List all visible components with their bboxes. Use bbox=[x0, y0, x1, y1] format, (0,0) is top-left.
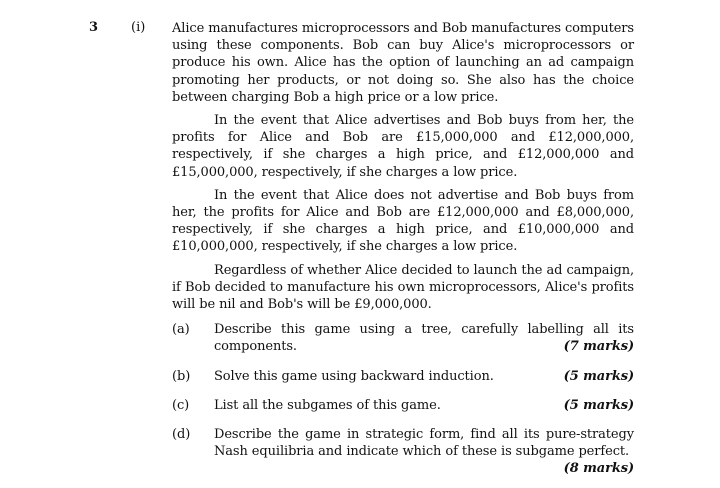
subpart-question: Describe this game using a tree, carefully labelling all its components. bbox=[214, 322, 634, 355]
subpart-marks: (8 marks) bbox=[563, 461, 634, 477]
intro-paragraph: Alice manufactures microprocessors and Bob manufactures computers using these components. Bob can buy Alice's microprocessors or produce his own. Alice has the option of launching an ad campaign promoting her products, or not doing so. She also has the choice between charging Bob a high price or a low price. bbox=[172, 21, 634, 105]
subpart-question: Describe the game in strategic form, find all its pure-strategy Nash equilibria and indicate which of these is subgame perfect. bbox=[214, 427, 634, 460]
subpart-text bbox=[214, 426, 634, 478]
subpart-label: (d) bbox=[172, 427, 191, 443]
subpart-question: Solve this game using backward induction. bbox=[214, 368, 494, 384]
subpart-label: (c) bbox=[172, 397, 190, 413]
manufacture-own-paragraph: Regardless of whether Alice decided to launch the ad campaign, if Bob decided to manufacture his own microprocessors, Alice's profits will be nil and Bob's will be £9,000,000. bbox=[172, 262, 634, 313]
subpart-text bbox=[214, 321, 634, 355]
subpart-label: (b) bbox=[172, 368, 191, 384]
subpart-text bbox=[214, 368, 634, 385]
no-advertise-paragraph: In the event that Alice does not advertise and Bob buys from her, the profits for Alice and Bob are £12,000,000 and £8,000,000, respectively, if she charges a high price, and £10,000,000 and £10,000,000, respectively, if she charges a low price. bbox=[172, 187, 634, 255]
question-number: 3 bbox=[89, 20, 99, 35]
question-body bbox=[172, 20, 634, 478]
subpart-label: (a) bbox=[172, 322, 190, 338]
subpart-marks: (5 marks) bbox=[563, 397, 634, 413]
subpart-a bbox=[172, 321, 634, 355]
subpart-text bbox=[214, 397, 634, 414]
subpart-marks: (5 marks) bbox=[563, 368, 634, 384]
subpart-d bbox=[172, 426, 634, 478]
subpart-marks: (7 marks) bbox=[563, 339, 634, 355]
subpart-c bbox=[172, 397, 634, 414]
subpart-b bbox=[172, 368, 634, 385]
subpart-question: List all the subgames of this game. bbox=[214, 397, 441, 413]
part-label: (i) bbox=[131, 20, 146, 35]
advertise-paragraph: In the event that Alice advertises and Bob buys from her, the profits for Alice and Bob are £15,000,000 and £12,000,000, respectively, if she charges a high price, and £12,000,000 and £15,000,000, respectively, if she charges a low price. bbox=[172, 113, 634, 180]
